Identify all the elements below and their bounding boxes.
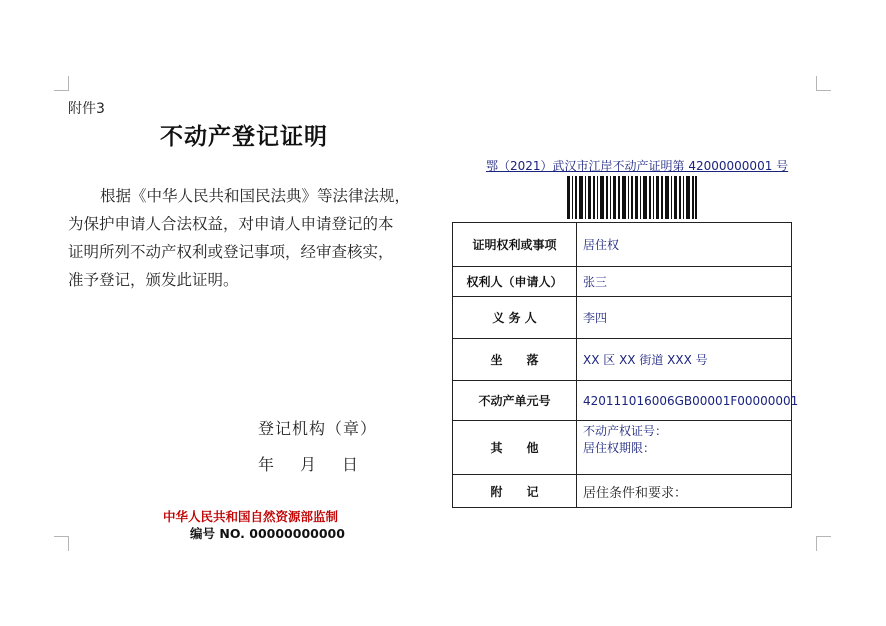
issue-date bbox=[258, 452, 358, 475]
row-value-line: 不动产权证号： bbox=[583, 424, 668, 438]
serial-number: 编号 NO. 00000000000 bbox=[190, 526, 345, 541]
registration-org: 登记机构（章） bbox=[258, 419, 378, 438]
registration-table bbox=[452, 222, 799, 508]
row-label: 义 务 人 bbox=[453, 297, 577, 339]
document-title: 不动产登记证明 bbox=[160, 124, 328, 150]
date-year: 年 bbox=[258, 455, 275, 474]
row-value bbox=[577, 421, 792, 475]
certificate-number: 鄂（2021）武汉市江岸不动产证明第 42000000001 号 bbox=[486, 159, 789, 173]
row-value: XX 区 XX 街道 XXX 号 bbox=[577, 339, 792, 381]
statement-line: 为保护申请人合法权益，对申请人申请登记的本 bbox=[68, 215, 394, 233]
table-row bbox=[453, 297, 792, 339]
statement-line: 证明所列不动产权利或登记事项，经审查核实， bbox=[68, 243, 394, 261]
table-row bbox=[453, 381, 792, 421]
row-label: 坐 落 bbox=[453, 339, 577, 381]
row-label: 证明权利或事项 bbox=[453, 223, 577, 267]
row-label: 附 记 bbox=[453, 475, 577, 508]
row-value: 居住权 bbox=[577, 223, 792, 267]
barcode-graphic bbox=[567, 176, 697, 219]
row-label: 其 他 bbox=[453, 421, 577, 475]
row-value-line: 居住权期限： bbox=[583, 441, 656, 455]
certificate-statement bbox=[68, 182, 440, 294]
date-month: 月 bbox=[300, 455, 317, 474]
row-value: 420111016006GB00001F00000001 bbox=[577, 381, 792, 421]
date-day: 日 bbox=[342, 455, 359, 474]
row-value: 居住条件和要求： bbox=[577, 475, 792, 508]
table-row bbox=[453, 475, 792, 508]
row-label: 权利人（申请人） bbox=[453, 267, 577, 297]
supervise-note: 中华人民共和国自然资源部监制 bbox=[163, 509, 339, 524]
corner-mark-top-left bbox=[54, 76, 69, 91]
table-row bbox=[453, 339, 792, 381]
corner-mark-bottom-right bbox=[816, 536, 831, 551]
statement-line: 准予登记，颁发此证明。 bbox=[68, 271, 239, 289]
row-value: 张三 bbox=[577, 267, 792, 297]
row-label: 不动产单元号 bbox=[453, 381, 577, 421]
table-row bbox=[453, 421, 792, 475]
barcode-image bbox=[567, 176, 697, 219]
statement-line: 根据《中华人民共和国民法典》等法律法规， bbox=[100, 187, 411, 205]
row-value: 李四 bbox=[577, 297, 792, 339]
attachment-label: 附件3 bbox=[68, 101, 105, 117]
corner-mark-bottom-left bbox=[54, 536, 69, 551]
corner-mark-top-right bbox=[816, 76, 831, 91]
table-row bbox=[453, 223, 792, 267]
table-row bbox=[453, 267, 792, 297]
